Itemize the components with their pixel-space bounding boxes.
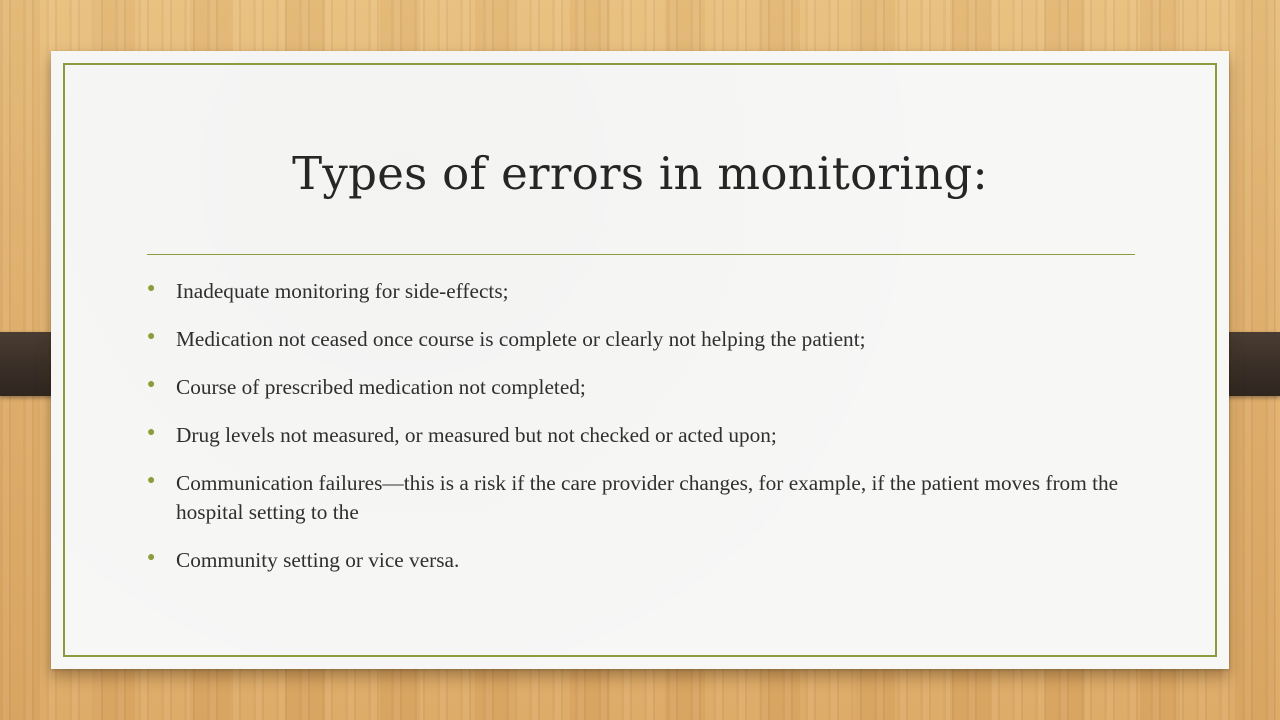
bullet-icon: ● [147,281,156,296]
bullet-text: Inadequate monitoring for side-effects; [176,279,509,303]
bullet-text: Community setting or vice versa. [176,548,460,572]
bullet-item [147,469,1147,527]
bullet-item [147,421,1147,450]
slide-card [51,51,1229,669]
bullet-item [147,546,1147,575]
bullet-icon: ● [147,473,156,488]
bullet-icon: ● [147,329,156,344]
bullet-text: Communication failures—this is a risk if the care provider changes, for example, if the patient moves from the hospital setting to the [176,471,1119,524]
bullet-item [147,325,1147,354]
bullet-item [147,373,1147,402]
bullet-text: Medication not ceased once course is complete or clearly not helping the patient; [176,327,866,351]
bullet-item [147,277,1147,306]
bullet-icon: ● [147,550,156,565]
title-divider [147,254,1135,255]
bullet-text: Course of prescribed medication not completed; [176,375,586,399]
bullet-icon: ● [147,425,156,440]
slide-title: Types of errors in monitoring: [292,147,988,200]
bullet-list [147,277,1147,594]
bullet-text: Drug levels not measured, or measured but not checked or acted upon; [176,423,777,447]
bullet-icon: ● [147,377,156,392]
